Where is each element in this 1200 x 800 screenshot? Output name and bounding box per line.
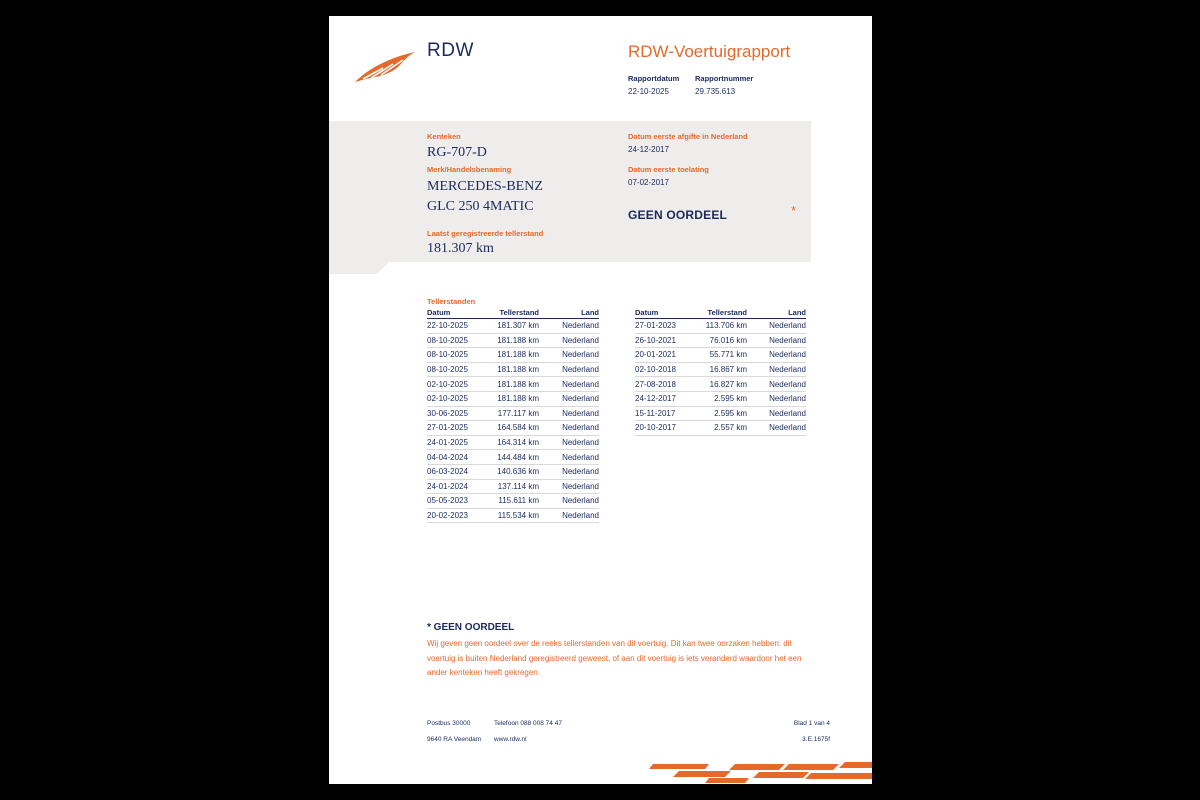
table-row bbox=[635, 391, 806, 406]
panel-tab-shape bbox=[329, 262, 389, 274]
first-issue-nl-value: 24-12-2017 bbox=[628, 145, 669, 154]
table-header-row bbox=[427, 307, 599, 319]
column-header-country: Land bbox=[747, 307, 806, 319]
reading-country: Nederland bbox=[747, 319, 806, 334]
reading-odometer: 76.016 km bbox=[697, 333, 747, 348]
table-row bbox=[635, 333, 806, 348]
column-header-odometer: Tellerstand bbox=[489, 307, 539, 319]
reading-country: Nederland bbox=[747, 348, 806, 363]
reading-odometer: 2.557 km bbox=[697, 421, 747, 436]
reading-date: 24-12-2017 bbox=[635, 391, 697, 406]
footer-postbus: Postbus 30000 bbox=[427, 720, 471, 727]
footer-page-number: Blad 1 van 4 bbox=[793, 720, 830, 727]
table-row bbox=[427, 421, 599, 436]
reading-country: Nederland bbox=[539, 464, 599, 479]
reading-date: 24-01-2025 bbox=[427, 435, 489, 450]
reading-country: Nederland bbox=[539, 479, 599, 494]
reading-country: Nederland bbox=[539, 421, 599, 436]
reading-odometer: 137.114 km bbox=[489, 479, 539, 494]
reading-odometer: 177.117 km bbox=[489, 406, 539, 421]
reading-odometer: 115.534 km bbox=[489, 508, 539, 523]
reading-odometer: 181.188 km bbox=[489, 362, 539, 377]
reading-country: Nederland bbox=[539, 406, 599, 421]
rdw-stripes-icon bbox=[639, 762, 872, 784]
reading-date: 02-10-2018 bbox=[635, 362, 697, 377]
reading-country: Nederland bbox=[539, 319, 599, 334]
table-row bbox=[427, 450, 599, 465]
reading-country: Nederland bbox=[539, 391, 599, 406]
reading-date: 30-06-2025 bbox=[427, 406, 489, 421]
reading-country: Nederland bbox=[539, 450, 599, 465]
table-header-row bbox=[635, 307, 806, 319]
reading-odometer: 181.188 km bbox=[489, 348, 539, 363]
table-row bbox=[427, 406, 599, 421]
table-row bbox=[635, 362, 806, 377]
table-row bbox=[427, 479, 599, 494]
model-value: GLC 250 4MATIC bbox=[427, 199, 534, 214]
reading-odometer: 144.484 km bbox=[489, 450, 539, 465]
table-row bbox=[427, 464, 599, 479]
column-header-date: Datum bbox=[427, 307, 489, 319]
footnote-text: Wij geven geen oordeel over de reeks tellerstanden van dit voertuig. Dit kan twee oorzaken hebben: dit voertuig is buiten Nederland geregistreerd geweest, of aan dit voertuig is iets veranderd waardoor het een ander kenteken heeft gekregen. bbox=[427, 639, 802, 677]
report-date-label: Rapportdatum bbox=[628, 74, 680, 83]
reading-date: 22-10-2025 bbox=[427, 319, 489, 334]
reading-date: 05-05-2023 bbox=[427, 494, 489, 509]
footer-phone: Telefoon 088 008 74 47 bbox=[494, 720, 562, 727]
reading-country: Nederland bbox=[539, 508, 599, 523]
reading-odometer: 113.706 km bbox=[697, 319, 747, 334]
reading-odometer: 2.595 km bbox=[697, 391, 747, 406]
reading-odometer: 16.867 km bbox=[697, 362, 747, 377]
report-title: RDW-Voertuigrapport bbox=[628, 42, 791, 61]
footer-document-code: 3.E.1675f bbox=[802, 736, 830, 743]
table-row bbox=[635, 319, 806, 334]
readings-table-left bbox=[427, 307, 599, 523]
reading-date: 24-01-2024 bbox=[427, 479, 489, 494]
report-page bbox=[329, 16, 872, 784]
table-row bbox=[427, 333, 599, 348]
reading-odometer: 55.771 km bbox=[697, 348, 747, 363]
reading-date: 06-03-2024 bbox=[427, 464, 489, 479]
reading-odometer: 115.611 km bbox=[489, 494, 539, 509]
reading-country: Nederland bbox=[539, 348, 599, 363]
reading-odometer: 140.636 km bbox=[489, 464, 539, 479]
plate-value: RG-707-D bbox=[427, 145, 487, 160]
table-row bbox=[427, 435, 599, 450]
reading-country: Nederland bbox=[747, 362, 806, 377]
reading-date: 20-02-2023 bbox=[427, 508, 489, 523]
report-date-value: 22-10-2025 bbox=[628, 87, 669, 96]
make-label: Merk/Handelsbenaming bbox=[427, 165, 512, 174]
reading-odometer: 16.827 km bbox=[697, 377, 747, 392]
table-row bbox=[635, 421, 806, 436]
table-row bbox=[635, 406, 806, 421]
column-header-date: Datum bbox=[635, 307, 697, 319]
plate-label: Kenteken bbox=[427, 132, 461, 141]
reading-date: 27-01-2023 bbox=[635, 319, 697, 334]
readings-table-right bbox=[635, 307, 806, 436]
reading-country: Nederland bbox=[747, 406, 806, 421]
reading-date: 26-10-2021 bbox=[635, 333, 697, 348]
reading-country: Nederland bbox=[539, 494, 599, 509]
table-row bbox=[635, 348, 806, 363]
table-row bbox=[635, 377, 806, 392]
make-value: MERCEDES-BENZ bbox=[427, 179, 543, 194]
reading-odometer: 181.307 km bbox=[489, 319, 539, 334]
readings-section-label: Tellerstanden bbox=[427, 297, 476, 306]
reading-date: 27-01-2025 bbox=[427, 421, 489, 436]
table-row bbox=[427, 377, 599, 392]
reading-odometer: 2.595 km bbox=[697, 406, 747, 421]
reading-date: 08-10-2025 bbox=[427, 348, 489, 363]
reading-date: 20-01-2021 bbox=[635, 348, 697, 363]
footer-city: 9640 RA Veendam bbox=[427, 736, 482, 743]
brand-name: RDW bbox=[427, 40, 474, 61]
reading-country: Nederland bbox=[747, 333, 806, 348]
table-row bbox=[427, 494, 599, 509]
odometer-label: Laatst geregistreerde tellerstand bbox=[427, 229, 544, 238]
first-admission-value: 07-02-2017 bbox=[628, 178, 669, 187]
reading-date: 04-04-2024 bbox=[427, 450, 489, 465]
reading-date: 08-10-2025 bbox=[427, 333, 489, 348]
reading-odometer: 181.188 km bbox=[489, 391, 539, 406]
reading-date: 08-10-2025 bbox=[427, 362, 489, 377]
reading-date: 15-11-2017 bbox=[635, 406, 697, 421]
first-admission-label: Datum eerste toelating bbox=[628, 165, 709, 174]
table-row bbox=[427, 319, 599, 334]
reading-country: Nederland bbox=[539, 362, 599, 377]
rdw-feather-logo-icon bbox=[353, 50, 417, 84]
reading-odometer: 181.188 km bbox=[489, 377, 539, 392]
table-row bbox=[427, 391, 599, 406]
report-number-value: 29.735.613 bbox=[695, 87, 736, 96]
reading-country: Nederland bbox=[747, 391, 806, 406]
verdict-asterisk: * bbox=[791, 203, 797, 218]
reading-date: 20-10-2017 bbox=[635, 421, 697, 436]
reading-country: Nederland bbox=[747, 377, 806, 392]
odometer-value: 181.307 km bbox=[427, 241, 494, 256]
footnote-title: * GEEN OORDEEL bbox=[427, 622, 515, 633]
reading-date: 27-08-2018 bbox=[635, 377, 697, 392]
reading-country: Nederland bbox=[539, 435, 599, 450]
table-row bbox=[427, 362, 599, 377]
reading-date: 02-10-2025 bbox=[427, 377, 489, 392]
vehicle-summary-panel bbox=[329, 121, 811, 262]
first-issue-nl-label: Datum eerste afgifte in Nederland bbox=[628, 132, 748, 141]
verdict-label: GEEN OORDEEL bbox=[628, 208, 728, 222]
reading-country: Nederland bbox=[539, 333, 599, 348]
reading-odometer: 164.314 km bbox=[489, 435, 539, 450]
footer-website-link[interactable]: www.rdw.nl bbox=[494, 736, 527, 743]
reading-odometer: 181.188 km bbox=[489, 333, 539, 348]
reading-country: Nederland bbox=[747, 421, 806, 436]
table-row bbox=[427, 508, 599, 523]
report-number-label: Rapportnummer bbox=[695, 74, 754, 83]
reading-odometer: 164.584 km bbox=[489, 421, 539, 436]
reading-date: 02-10-2025 bbox=[427, 391, 489, 406]
table-row bbox=[427, 348, 599, 363]
column-header-odometer: Tellerstand bbox=[697, 307, 747, 319]
column-header-country: Land bbox=[539, 307, 599, 319]
reading-country: Nederland bbox=[539, 377, 599, 392]
